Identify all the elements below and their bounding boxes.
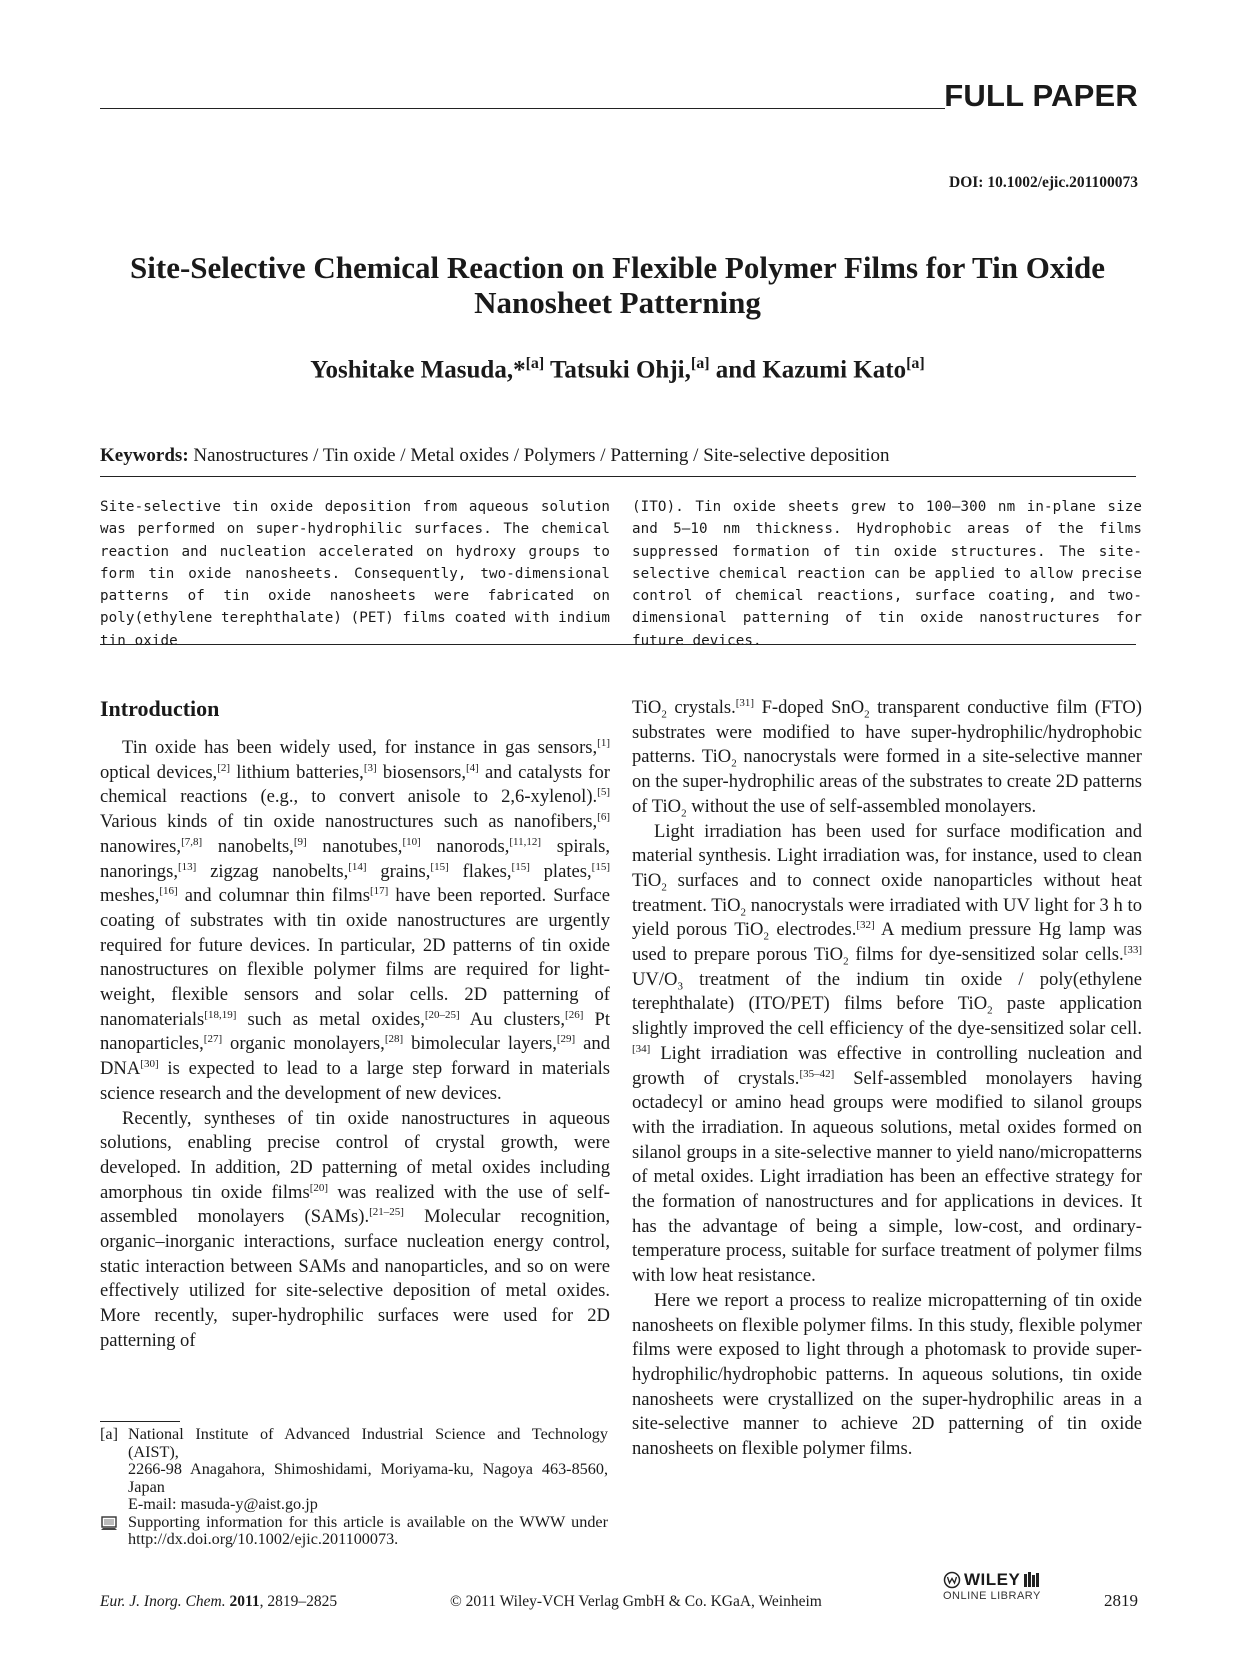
subscript: 2 <box>661 708 667 721</box>
author-name: Kazumi Kato <box>762 356 907 384</box>
citation-ref[interactable]: [2] <box>217 761 231 774</box>
subscript: 3 <box>677 980 683 993</box>
computer-icon <box>100 1514 128 1549</box>
footnotes <box>100 1426 608 1549</box>
citation-ref[interactable]: [4] <box>466 761 479 774</box>
right-paragraphs <box>632 696 1142 1462</box>
supporting-info-text[interactable]: Supporting information for this article is available on the WWW under http://dx.doi.org/10.1002/ejic.201100073. <box>128 1512 608 1548</box>
header-rule <box>100 108 945 109</box>
citation-ref[interactable]: [31] <box>735 696 755 709</box>
book-stack-icon <box>1023 1572 1043 1588</box>
citation-ref[interactable]: [33] <box>1123 943 1143 956</box>
paper-title: Site-Selective Chemical Reaction on Flexible Polymer Films for Tin Oxide Nanosheet Patterning <box>130 250 1105 320</box>
keywords-text: Nanostructures / Tin oxide / Metal oxides / Polymers / Patterning / Site-selective deposition <box>193 445 890 466</box>
footnote-marker: [a] <box>100 1425 118 1443</box>
left-paragraphs <box>100 736 610 1354</box>
citation-ref[interactable]: [1] <box>597 736 610 749</box>
keywords-rule <box>100 476 1136 477</box>
citation-ref[interactable]: [30] <box>140 1057 159 1070</box>
affiliation-marker: [a] <box>906 355 925 372</box>
citation-ref[interactable]: [5] <box>597 786 610 799</box>
citation-ref[interactable]: [20] <box>309 1181 329 1194</box>
abstract-text: (ITO). Tin oxide sheets grew to 100–300 nm in-plane size and 5–10 nm thickness. Hydrophobic areas of the films suppressed formation of tin oxide structures. The site-selective chemical reaction can be applied to allow precise control of chemical reactions, surface coating, and two-dimensional patterning of tin oxide nanostructures for future devices. <box>632 499 1142 649</box>
wiley-logo[interactable] <box>943 1570 1063 1612</box>
author-name: Yoshitake Masuda,* <box>310 356 526 384</box>
affiliation-marker: [a] <box>690 355 710 372</box>
keywords <box>100 445 889 467</box>
body-paragraph: TiO$_2$ crystals.[31] F-doped SnO$_2$ transparent conductive film (FTO) substrates were modified to have super-hydrophilic/hydrophobic patterns. TiO$_2$ nanocrystals were formed in a site-selective manner on the super-hydrophilic areas of the substrates to create 2D patterns of TiO$_2$ without the use of self-assembled monolayers. <box>632 696 1142 820</box>
journal-citation <box>100 1593 337 1611</box>
journal-year: 2011 <box>229 1593 260 1610</box>
citation-ref[interactable]: [17] <box>370 885 389 898</box>
subscript: 2 <box>864 708 870 721</box>
journal-name: Eur. J. Inorg. Chem. <box>100 1593 226 1610</box>
affiliation-line: National Institute of Advanced Industrial Science and Technology (AIST), <box>128 1425 608 1461</box>
journal-pages: , 2819–2825 <box>259 1593 338 1610</box>
body-paragraph: Recently, syntheses of tin oxide nanostructures in aqueous solutions, enabling precise control of crystal growth, were developed. In addition, 2D patterning of metal oxides including amorphous tin oxide films[20] was realized with the use of self-assembled monolayers (SAMs).[21–25] Molecular recognition, organic–inorganic interactions, surface nucleation energy control, static interaction between SAMs and nanoparticles, and so on were effectively utilized for site-selective deposition of metal oxides. More recently, super-hydrophilic surfaces were used for 2D patterning of <box>100 1107 610 1351</box>
body-column-right <box>632 696 1142 1462</box>
author-name: Tatsuki Ohji, <box>550 356 691 384</box>
citation-ref[interactable]: [16] <box>159 885 178 898</box>
affiliation-line: 2266-98 Anagahora, Shimoshidami, Moriyama-ku, Nagoya 463-8560, Japan <box>128 1460 608 1496</box>
citation-ref[interactable]: [34] <box>632 1042 651 1055</box>
author-separator: and <box>709 356 763 384</box>
body-paragraph: Tin oxide has been widely used, for instance in gas sensors,[1] optical devices,[2] lithium batteries,[3] biosensors,[4] and catalysts for chemical reactions (e.g., to convert anisole to 2,6-xylenol).[5] Various kinds of tin oxide nanostructures such as nanofibers,[6] nanowires,[7,8] nanobelts,[9] nanotubes,[10] nanorods,[11,12] spirals, nanorings,[13] zigzag nanobelts,[14] grains,[15] flakes,[15] plates,[15] meshes,[16] and columnar thin films[17] have been reported. Surface coating of substrates with tin oxide nanostructures are urgently required for future devices. In particular, 2D patterns of tin oxide nanostructures on flexible polymer films are required for light-weight, flexible sensors and solar cells. 2D patterning of nanomaterials[18,19] such as metal oxides,[20–25] Au clusters,[26] Pt nanoparticles,[27] organic monolayers,[28] bimolecular layers,[29] and DNA[30] is expected to lead to a large step forward in materials science research and the development of new devices. <box>100 736 610 1104</box>
citation-ref[interactable]: [15] <box>591 860 610 873</box>
subscript: 2 <box>843 955 849 968</box>
logo-subtitle: ONLINE LIBRARY <box>943 1590 1041 1602</box>
subscript: 2 <box>681 807 687 820</box>
citation-ref[interactable]: [18,19] <box>204 1008 237 1021</box>
body-column-left <box>100 696 610 1354</box>
citation-ref[interactable]: [7,8] <box>181 835 203 848</box>
affiliation-footnote <box>100 1426 608 1514</box>
subscript: 2 <box>740 906 747 919</box>
abstract-text: Site-selective tin oxide deposition from aqueous solution was performed on super-hydrophilic surfaces. The chemical reaction and nucleation accelerated on hydroxy groups to form tin oxide nanosheets. Consequently, two-dimensional patterns of tin oxide nanosheets were fabricated on poly(ethylene terephthalate) (PET) films coated with indium tin oxide <box>100 499 610 649</box>
citation-ref[interactable]: [29] <box>556 1033 576 1046</box>
citation-ref[interactable]: [32] <box>856 919 875 932</box>
body-paragraph: Here we report a process to realize micropatterning of tin oxide nanosheets on flexible polymer films. In this study, flexible polymer films were exposed to light through a photomask to provide super-hydrophilic/hydrophobic patterns. In aqueous solutions, tin oxide nanosheets were crystallized on the super-hydrophilic areas in a site-selective manner to achieve 2D patterning of tin oxide nanosheets on flexible polymer films. <box>632 1289 1142 1460</box>
author-list <box>100 355 1135 384</box>
affiliation-marker: [a] <box>525 355 545 372</box>
citation-ref[interactable]: [27] <box>203 1033 223 1046</box>
citation-ref[interactable]: [28] <box>384 1033 404 1046</box>
doi-link[interactable]: DOI: 10.1002/ejic.201100073 <box>949 174 1138 191</box>
section-label: FULL PAPER <box>944 78 1138 113</box>
copyright: © 2011 Wiley-VCH Verlag GmbH & Co. KGaA, Weinheim <box>450 1593 822 1610</box>
email-link[interactable]: E-mail: masuda-y@aist.go.jp <box>128 1495 318 1513</box>
footnote-rule <box>100 1421 180 1422</box>
section-heading: Introduction <box>100 696 220 721</box>
citation-ref[interactable]: [35–42] <box>799 1067 835 1080</box>
supporting-info-footnote <box>100 1514 608 1549</box>
citation-ref[interactable]: [3] <box>363 761 377 774</box>
subscript: 2 <box>731 758 737 771</box>
citation-ref[interactable]: [15] <box>511 860 530 873</box>
citation-ref[interactable]: [6] <box>597 810 610 823</box>
abstract-right <box>632 496 1142 652</box>
subscript: 2 <box>661 881 667 894</box>
citation-ref[interactable]: [26] <box>565 1008 584 1021</box>
abstract-left <box>100 496 610 652</box>
citation-ref[interactable]: [10] <box>402 835 421 848</box>
citation-ref[interactable]: [9] <box>293 835 307 848</box>
affiliation-text <box>128 1426 608 1514</box>
body-paragraph: Light irradiation has been used for surface modification and material synthesis. Light irradiation was, for instance, used to clean TiO$_2$ surfaces and to connect oxide nanoparticles without heat treatment. TiO$_2$ nanocrystals were irradiated with UV light for 3 h to yield porous TiO$_2$ electrodes.[32] A medium pressure Hg lamp was used to prepare porous TiO$_2$ films for dye-sensitized solar cells.[33] $UV/O_3$ treatment of the indium tin oxide / poly(ethylene terephthalate) (ITO/PET) films before TiO$_2$ paste application slightly improved the cell efficiency of the dye-sensitized solar cell.[34] Light irradiation was effective in controlling nucleation and growth of crystals.[35–42] Self-assembled monolayers having octadecyl or amino head groups were modified to silanol groups with the irradiation. In aqueous solutions, metal oxides formed on silanol groups in a site-selective manner to yield nano/micropatterns of metal oxides. Light irradiation has been an effective strategy for the formation of nanostructures and for applications in devices. It has the advantage of being a simple, low-cost, and ordinary-temperature process, suitable for surface treatment of polymer films with low heat resistance. <box>632 820 1143 1287</box>
citation-ref[interactable]: [21–25] <box>369 1206 404 1219</box>
citation-ref[interactable]: [20–25] <box>424 1008 460 1021</box>
subscript: 2 <box>987 1005 993 1018</box>
keywords-label: Keywords: <box>100 445 189 466</box>
citation-ref[interactable]: [15] <box>430 860 449 873</box>
page-number: 2819 <box>1104 1591 1138 1610</box>
citation-ref[interactable]: [14] <box>348 860 367 873</box>
wiley-emblem-icon <box>943 1571 961 1589</box>
citation-ref[interactable]: [11,12] <box>509 835 542 848</box>
subscript: 2 <box>763 931 769 944</box>
abstract-rule <box>100 644 1136 645</box>
citation-ref[interactable]: [13] <box>177 860 197 873</box>
logo-word: WILEY <box>964 1570 1021 1589</box>
